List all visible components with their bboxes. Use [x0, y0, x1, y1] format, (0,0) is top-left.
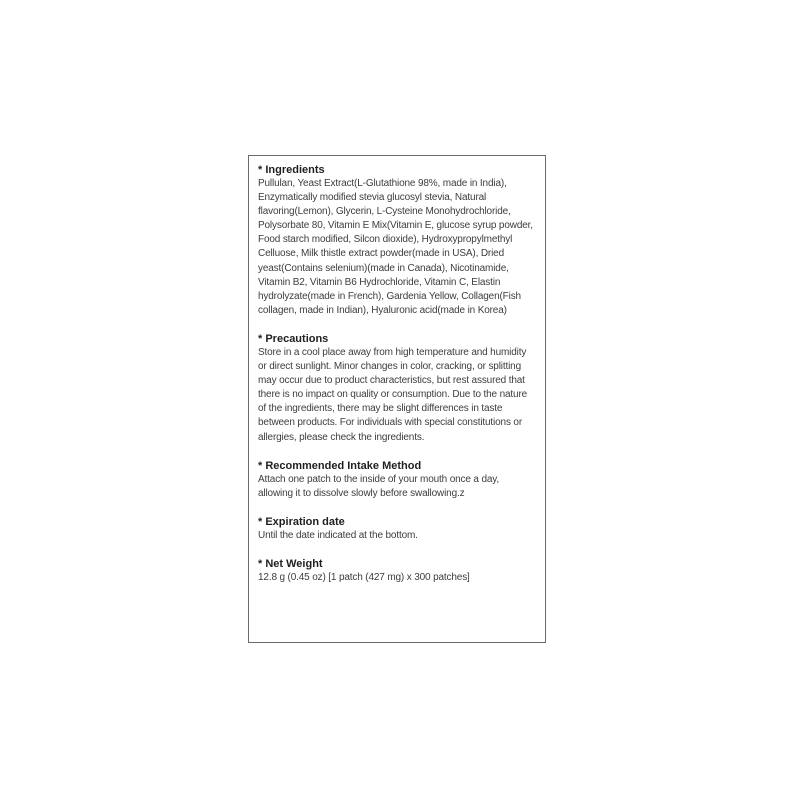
precautions-section: [258, 332, 536, 445]
product-info-label: [248, 155, 546, 643]
intake-method-section: [258, 459, 536, 501]
net-weight-text: 12.8 g (0.45 oz) [1 patch (427 mg) x 300 patches]: [258, 571, 470, 583]
precautions-text: Store in a cool place away from high temperature and humidity or direct sunlight. Minor changes in color, cracking, or splitting may occur due to product characteristics, but rest assured that there is no impact on quality or consumption. Due to the nature of the ingredients, there may be slight differences in taste between products. For individuals with special constitutions or allergies, please check the ingredients.: [258, 346, 528, 443]
intake-method-text: Attach one patch to the inside of your mouth once a day, allowing it to dissolve slowly before swallowing.z: [258, 473, 500, 499]
precautions-heading: * Precautions: [258, 332, 329, 345]
intake-method-heading: * Recommended Intake Method: [258, 459, 422, 472]
ingredients-heading: * Ingredients: [258, 164, 325, 176]
net-weight-section: [258, 557, 536, 585]
expiration-section: [258, 515, 536, 543]
ingredients-section: [258, 163, 536, 318]
expiration-heading: * Expiration date: [258, 515, 345, 528]
expiration-text: Until the date indicated at the bottom.: [258, 529, 418, 541]
ingredients-text: Pullulan, Yeast Extract(L-Glutathione 98%, made in India), Enzymatically modified stevia glucosyl stevia, Natural flavoring(Lemon), Glycerin, L-Cysteine Monohydrochloride, Polysorbate 80, Vitamin E Mix(Vitamin E, glucose syrup powder, Food starch modified, Silcon dioxide), Hydroxypropylmethyl Celluose, Milk thistle extract powder(made in USA), Dried yeast(Contains selenium)(made in Canada), Nicotinamide, Vitamin B2, Vitamin B6 Hydrochloride, Vitamin C, Elastin hydrolyzate(made in French), Gardenia Yellow, Collagen(Fish collagen, made in Indian), Hyaluronic acid(made in Korea): [258, 178, 533, 316]
net-weight-heading: * Net Weight: [258, 557, 323, 570]
